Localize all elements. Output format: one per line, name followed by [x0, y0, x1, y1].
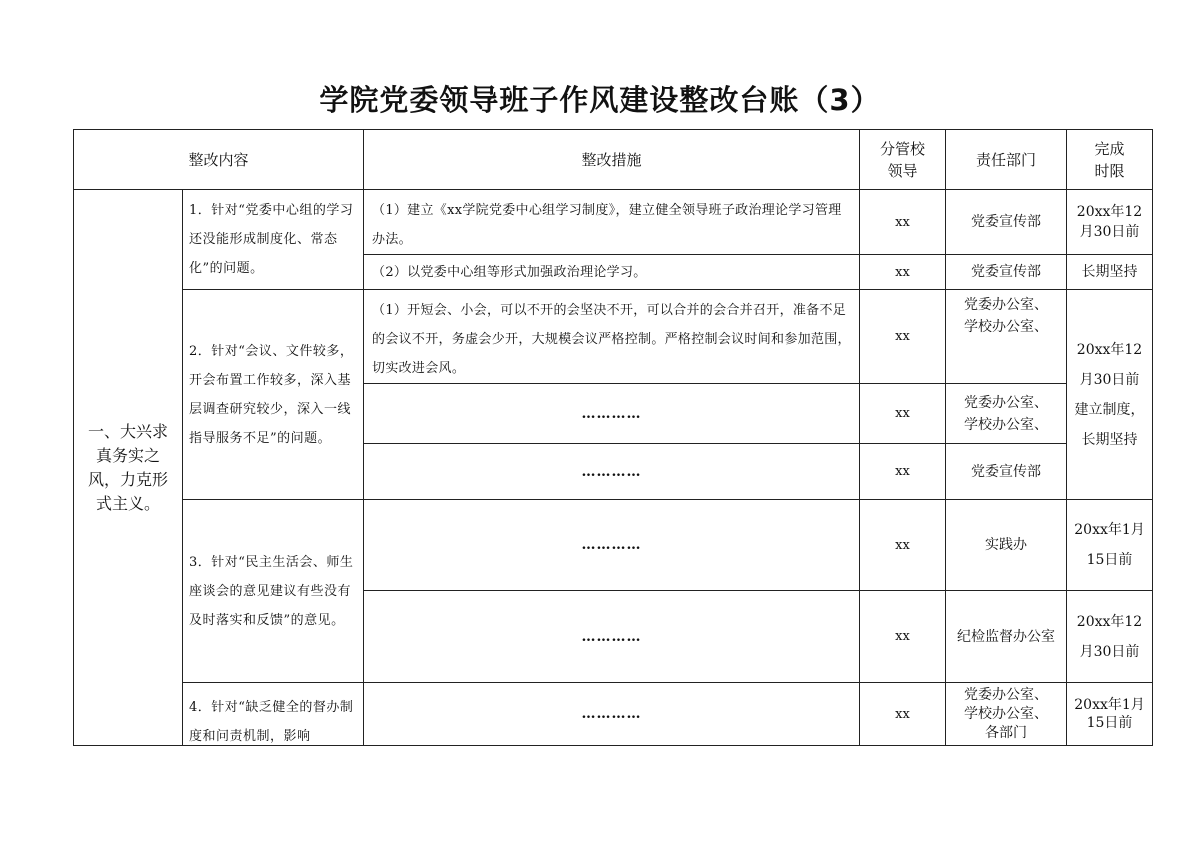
measure-cell: …………	[364, 444, 860, 500]
header-dept: 责任部门	[946, 130, 1067, 190]
leader-cell: xx	[860, 190, 946, 255]
leader-cell: xx	[860, 683, 946, 746]
leader-cell: xx	[860, 384, 946, 444]
deadline-cell: 20xx年1月15日前	[1067, 500, 1153, 591]
measure-cell: （2）以党委中心组等形式加强政治理论学习。	[364, 255, 860, 290]
dept-cell: 党委宣传部	[946, 255, 1067, 290]
deadline-cell: 20xx年12月30日前建立制度，长期坚持	[1067, 290, 1153, 500]
dept-cell: 纪检监督办公室	[946, 591, 1067, 683]
deadline-cell: 20xx年1月15日前	[1067, 683, 1153, 746]
header-row	[74, 130, 1153, 190]
deadline-cell: 20xx年12月30日前	[1067, 190, 1153, 255]
leader-cell: xx	[860, 290, 946, 384]
leader-cell: xx	[860, 444, 946, 500]
header-content: 整改内容	[74, 130, 364, 190]
dept-cell: 党委办公室、学校办公室、	[946, 290, 1067, 384]
leader-cell: xx	[860, 500, 946, 591]
rectification-ledger-table	[73, 129, 1153, 746]
issue-cell: 3．针对“民主生活会、师生座谈会的意见建议有些没有及时落实和反馈”的意见。	[183, 500, 364, 683]
measure-cell: …………	[364, 683, 860, 746]
page-title: 学院党委领导班子作风建设整改台账（3）	[319, 83, 881, 117]
dept-cell: 党委办公室、学校办公室、	[946, 384, 1067, 444]
header-deadline: 完成时限	[1067, 130, 1153, 190]
table-row	[74, 500, 1153, 591]
measure-cell: （1）开短会、小会，可以不开的会坚决不开，可以合并的会合并召开，准备不足的会议不开，务虚会少开，大规模会议严格控制。严格控制会议时间和参加范围，切实改进会风。	[364, 290, 860, 384]
leader-cell: xx	[860, 255, 946, 290]
deadline-cell: 长期坚持	[1067, 255, 1153, 290]
dept-cell: 党委办公室、学校办公室、各部门	[946, 683, 1067, 746]
measure-cell: …………	[364, 500, 860, 591]
table-row	[74, 190, 1153, 255]
measure-cell: …………	[364, 384, 860, 444]
issue-cell: 2．针对“会议、文件较多，开会布置工作较多，深入基层调查研究较少，深入一线指导服务不足”的问题。	[183, 290, 364, 500]
dept-cell: 实践办	[946, 500, 1067, 591]
table-row	[74, 683, 1153, 746]
table-row	[74, 290, 1153, 384]
issue-cell: 1．针对“党委中心组的学习还没能形成制度化、常态化”的问题。	[183, 190, 364, 290]
issue-cell: 4．针对“缺乏健全的督办制度和问责机制，影响	[183, 683, 364, 746]
category-cell: 一、大兴求真务实之风，力克形式主义。	[74, 190, 183, 746]
dept-cell: 党委宣传部	[946, 190, 1067, 255]
dept-cell: 党委宣传部	[946, 444, 1067, 500]
header-leader: 分管校领导	[860, 130, 946, 190]
measure-cell: （1）建立《xx学院党委中心组学习制度》，建立健全领导班子政治理论学习管理办法。	[364, 190, 860, 255]
leader-cell: xx	[860, 591, 946, 683]
header-measures: 整改措施	[364, 130, 860, 190]
measure-cell: …………	[364, 591, 860, 683]
deadline-cell: 20xx年12月30日前	[1067, 591, 1153, 683]
